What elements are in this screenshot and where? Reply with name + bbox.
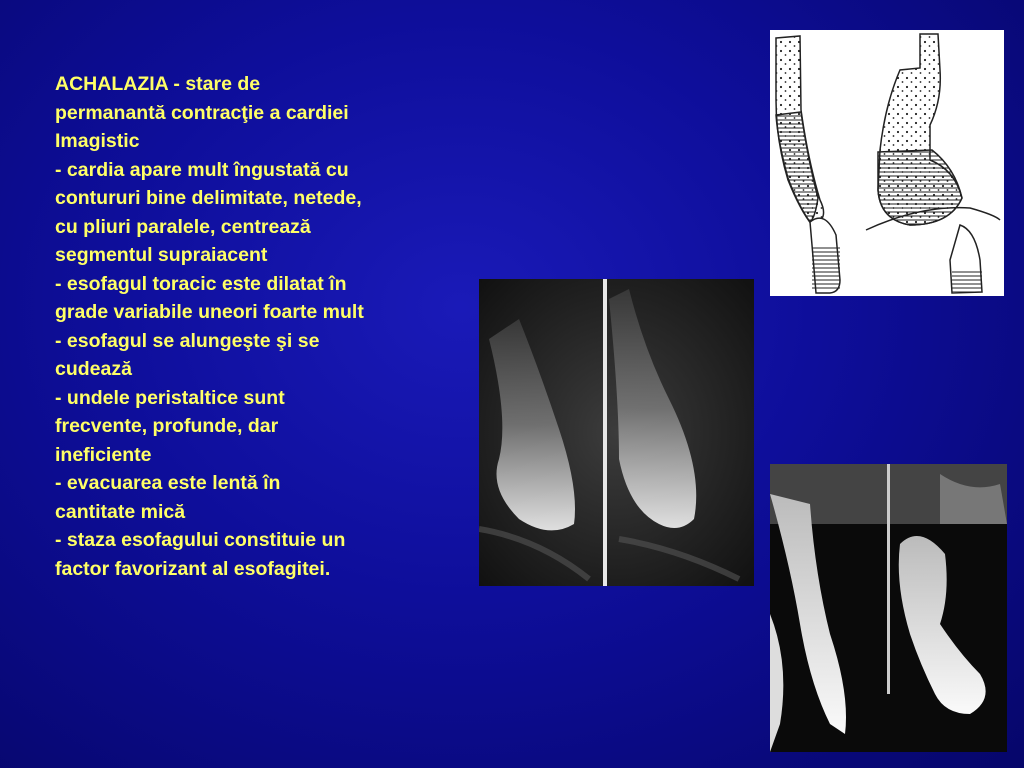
- text-line: segmentul supraiacent: [55, 244, 268, 266]
- text-line: permanantă contracţie a cardiei: [55, 101, 349, 124]
- text-line: - undele peristaltice sunt: [55, 386, 285, 409]
- esophagus-drawing-image: [770, 30, 1004, 296]
- text-line: ineficiente: [55, 443, 152, 466]
- text-line: contururi bine delimitate, netede,: [55, 187, 362, 209]
- text-line: ACHALAZIA - stare de: [55, 73, 261, 95]
- text-line: cantitate mică: [55, 500, 186, 523]
- text-line: Imagistic: [55, 130, 140, 152]
- text-line: - cardia apare mult îngustată cu: [55, 158, 349, 181]
- text-line: factor favorizant al esofagitei.: [55, 557, 331, 580]
- text-line: cu pliuri paralele, centrează: [55, 215, 311, 238]
- text-line: - esofagul se alungeşte şi se: [55, 329, 320, 352]
- text-line: cudează: [55, 358, 132, 380]
- xray-image: [479, 279, 754, 586]
- xray-image: [770, 464, 1007, 752]
- text-line: - esofagul toracic este dilatat în: [55, 272, 347, 295]
- text-line: frecvente, profunde, dar: [55, 415, 279, 437]
- slide-text: [55, 70, 475, 583]
- text-line: - evacuarea este lentă în: [55, 472, 281, 494]
- text-line: grade variabile uneori foarte mult: [55, 301, 364, 323]
- text-line: - staza esofagului constituie un: [55, 529, 346, 551]
